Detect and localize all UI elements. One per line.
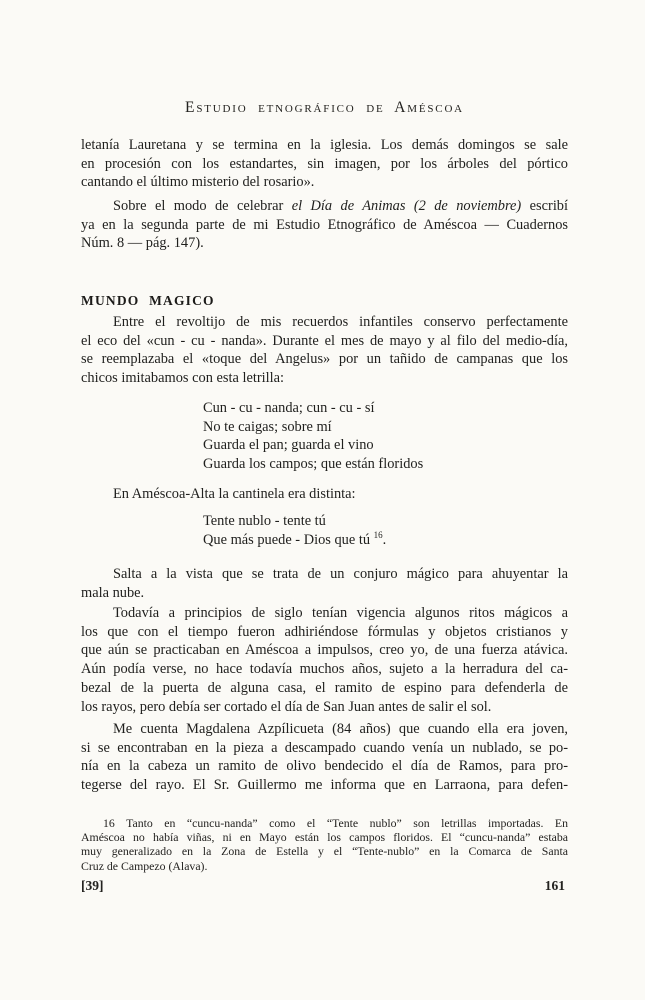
text-line: Aún podía verse, no hace todavía muchos años, sujeto a la herradura del ca- — [81, 661, 568, 678]
text-line: Entre el revoltijo de mis recuerdos infantiles conservo perfectamente — [113, 314, 568, 330]
paragraph-rosario — [81, 136, 568, 192]
text-line: 16 Tanto en “cuncu-nanda” como el “Tente nublo” son letrillas importadas. En — [103, 816, 568, 830]
text-line: cantando el último misterio del rosario». — [81, 174, 315, 191]
text-line: Cruz de Campezo (Alava). — [81, 858, 208, 873]
text-segment: . — [382, 531, 387, 548]
paragraph-amescoa-alta: En Améscoa-Alta la cantinela era distinta: — [113, 486, 356, 502]
text-segment: Que más puede - Dios que tú — [203, 531, 374, 548]
text-line: el eco del «cun - cu - nanda». Durante el mes de mayo y al filo del medio-día, — [81, 332, 568, 349]
text-line: bezal de la puerta de alguna casa, el ramito de espino para defenderla de — [81, 679, 568, 696]
text-segment: Sobre el modo de celebrar — [113, 198, 292, 214]
text-line: Tente nublo - tente tú — [203, 513, 326, 529]
text-line: en procesión con los estandartes, sin imagen, por los árboles del pórtico — [81, 155, 568, 172]
paragraph-dia-de-animas — [81, 197, 568, 253]
italic-phrase: el Día de Animas (2 de noviembre) — [291, 198, 522, 214]
text-segment: escribí — [521, 198, 569, 214]
section-heading-mundo-magico: MUNDO MAGICO — [81, 293, 215, 308]
text-line: Núm. 8 — pág. 147). — [81, 235, 204, 252]
text-line: muy generalizado en la Zona de Estella y el “Tente-nublo” en la Comarca de Santa — [81, 844, 568, 859]
running-header-title: Estudio etnográfico de Améscoa — [185, 99, 464, 116]
text-line: chicos imitabamos con esta letrilla: — [81, 370, 285, 387]
text-line: mala nube. — [81, 584, 145, 601]
text-line: los rayos, pero debía ser cortado el día de San Juan antes de salir el sol. — [81, 698, 492, 715]
text-line: se reemplazaba el «toque del Angelus» por un tañido de campanas que los — [81, 351, 568, 368]
paragraph-continuation — [81, 216, 568, 253]
text-line: Salta a la vista que se trata de un conjuro mágico para ahuyentar la — [113, 566, 568, 582]
paragraph-conjuro-magico — [81, 565, 568, 602]
footnote-16 — [81, 816, 568, 873]
text-line: letanía Lauretana y se termina en la iglesia. Los demás domingos se sale — [81, 137, 568, 153]
page-number-bracket: [39] — [81, 878, 104, 893]
page-number: 161 — [544, 878, 565, 893]
text-line: los que con el tiempo fueron adhiriéndose fórmulas y objetos cristianos y — [81, 623, 568, 640]
text-line: Améscoa no había viñas, ni en Mayo están los campos floridos. El “cuncu-nanda” estaba — [81, 830, 568, 845]
verse-tente-nublo — [203, 512, 386, 549]
footnote-reference-16: 16 — [373, 529, 383, 540]
paragraph-cun-cu-nanda — [81, 313, 568, 388]
paragraph-ritos-magicos — [81, 604, 568, 716]
text-line: Cun - cu - nanda; cun - cu - sí — [203, 400, 375, 416]
text-line — [203, 531, 386, 550]
paragraph-magdalena-azpilicueta — [81, 720, 568, 795]
text-line: Guarda el pan; guarda el vino — [203, 437, 374, 454]
text-line: Me cuenta Magdalena Azpílicueta (84 años) que cuando ella era joven, — [113, 721, 568, 737]
text-line: tegerse del rayo. El Sr. Guillermo me informa que en Larraona, para defen- — [81, 777, 568, 794]
text-line: Todavía a principios de siglo tenían vigencia algunos ritos mágicos a — [113, 605, 568, 621]
text-line: No te caigas; sobre mí — [203, 418, 332, 435]
text-line: que aún se practicaban en Améscoa a impulsos, creo yo, de una fuerza atávica. — [81, 642, 568, 659]
text-line: ya en la segunda parte de mi Estudio Etnográfico de Améscoa — Cuadernos — [81, 216, 568, 233]
text-line: Guarda los campos; que están floridos — [203, 456, 424, 473]
text-line: nía en la cabeza un ramito de olivo bendecido el día de Ramos, para pro- — [81, 758, 568, 775]
text-line: si se encontraban en la pieza a descampado cuando venía un nublado, se po- — [81, 739, 568, 756]
text-line — [81, 197, 568, 216]
verse-cun-cu-nanda — [203, 399, 423, 474]
